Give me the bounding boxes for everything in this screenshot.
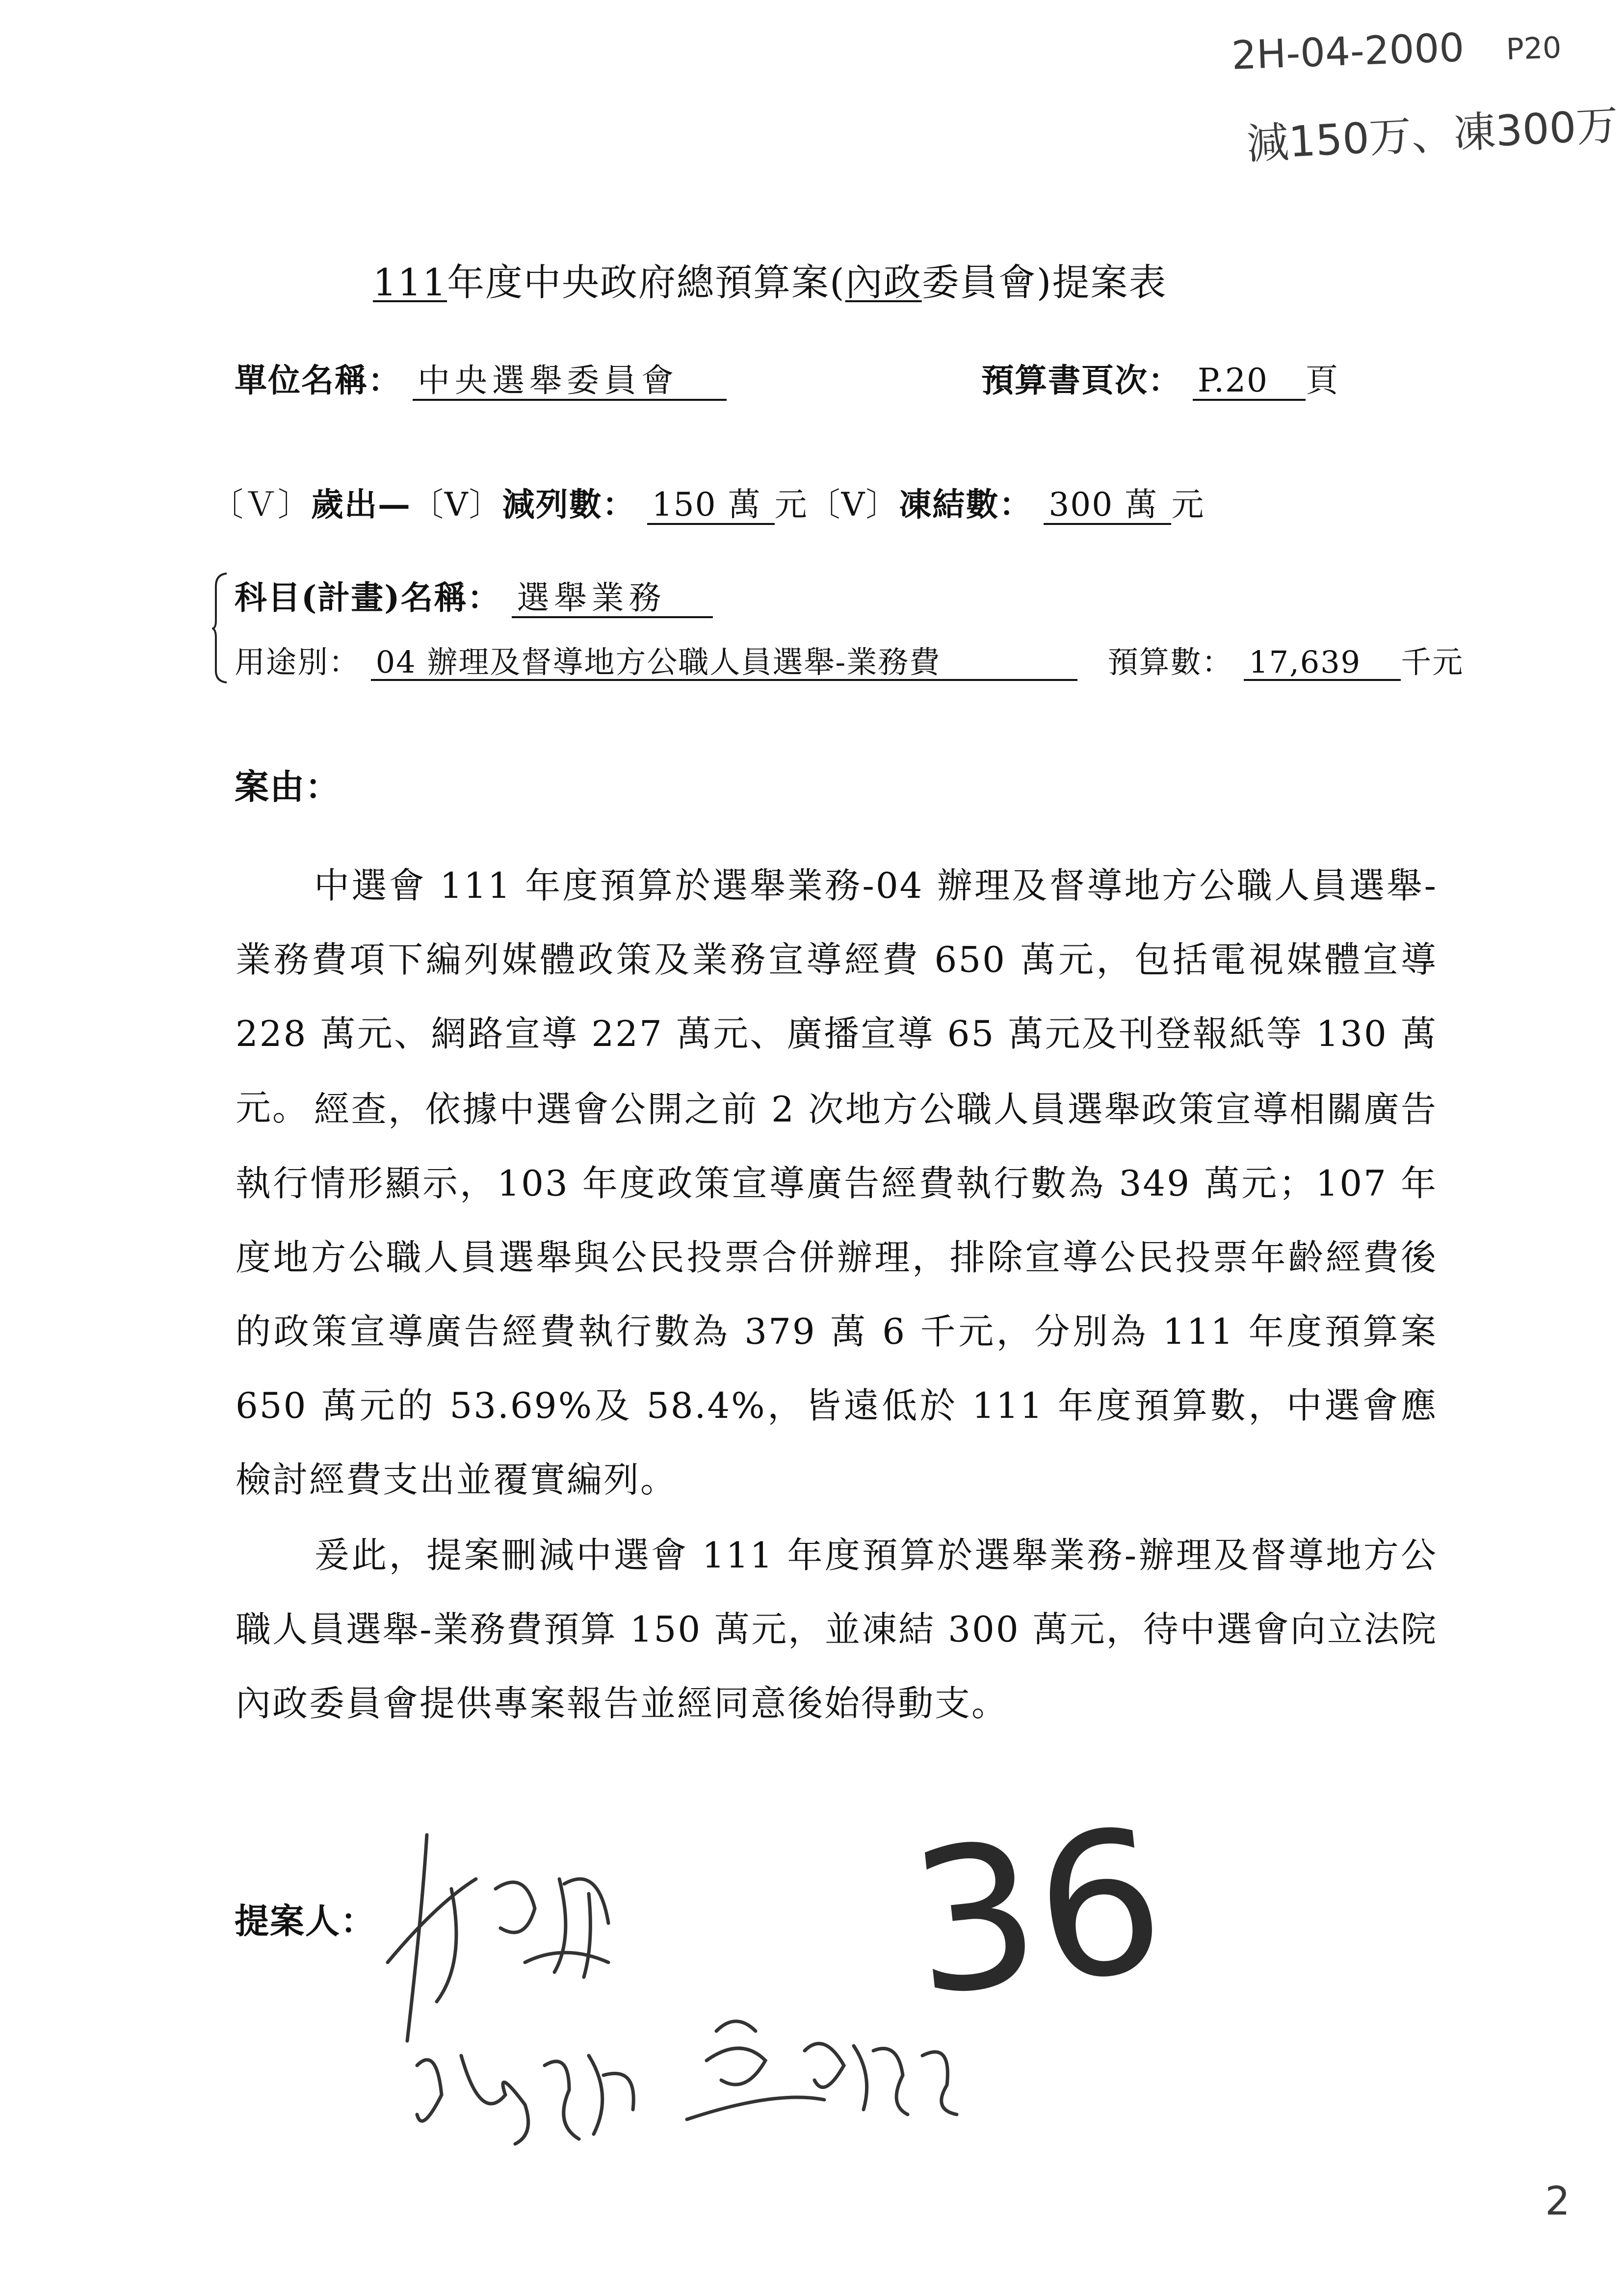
freeze-unit: 元 [1171,486,1205,523]
expenditure-label: 歲出— [311,485,411,523]
proposer-label: 提案人： [235,1901,376,1941]
page-number: 2 [1545,2178,1570,2224]
signature-2 [407,2036,662,2164]
title-committee: 內政 [845,261,922,304]
freeze-value: 300 萬 [1044,487,1171,525]
budget-page-row [981,354,1339,401]
handwritten-date: 2H-04-2000 [1231,25,1465,78]
handwritten-date-note [1231,21,1562,78]
reduce-value: 150 萬 [647,487,775,525]
freeze-label: 凍結數： [899,485,1033,523]
expenditure-check: 〔Ｖ〕 [211,486,311,523]
unit-label: 單位名稱： [235,361,401,399]
subject-value: 選舉業務 [512,580,713,618]
budget-page-value: P.20 [1193,363,1306,401]
budget-amount-label: 預算數： [1107,644,1233,680]
title-year: 111 [373,261,447,304]
unit-row [235,354,727,401]
title-part2: 委員會)提案表 [921,261,1167,304]
handwritten-proposal-number: 36 [901,1786,1174,2040]
freeze-check: 〔V〕 [808,486,899,523]
title-part1: 年度中央政府總預算案( [447,261,845,304]
handwritten-brace [212,572,229,684]
reduce-unit: 元 [774,486,808,523]
subject-label: 科目(計畫)名稱： [235,578,501,617]
budget-amount-value: 17,639 [1244,646,1401,681]
handwritten-page-ref: P20 [1505,30,1562,67]
budget-page-label: 預算書頁次： [981,361,1181,399]
usage-value: 04 辦理及督導地方公職人員選舉-業務費 [371,646,1077,681]
budget-amount-unit: 千元 [1401,644,1464,680]
usage-row [235,638,1464,681]
expenditure-row [211,478,1205,525]
subject-row [235,572,713,618]
budget-page-suffix: 頁 [1305,362,1339,399]
unit-value: 中央選舉委員會 [413,363,727,401]
reason-heading: 案由： [235,766,341,807]
handwritten-amount-note: 減150万、凍300万 [1245,101,1620,169]
page-title [373,253,1167,306]
reason-paragraph-3: 爰此，提案刪減中選會 111 年度預算於選舉業務-辦理及督導地方公職人員選舉-業務費預算 150 萬元，並凍結 300 萬元，待中選會向立法院內政委員會提供專案報告並經同意後始得動支。 [236,1535,1438,1724]
reduce-label: 減列數： [502,485,636,523]
reason-paragraph-1: 中選會 111 年度預算於選舉業務-04 辦理及督導地方公職人員選舉-業務費項下編列媒體政策及業務宣導經費 650 萬元，包括電視媒體宣導 228 萬元、網路宣導 227 萬元、廣播宣導 65 萬元及刊登報紙等 130 萬元。 [236,865,1438,1128]
usage-label: 用途別： [235,644,361,680]
reduce-check: 〔V〕 [411,486,502,523]
signature-1 [378,1815,721,2070]
reason-paragraph-2: 經查，依據中選會公開之前 2 次地方公職人員選舉政策宣導相關廣告執行情形顯示，103 年度政策宣導廣告經費執行數為 349 萬元；107 年度地方公職人員選舉與公民投票合併辦理，排除宣導公民投票年齡經費後的政策宣導廣告經費執行數為 379 萬 6 千元，分別為 111 年度預算案 650 萬元的 53.69%及 58.4%，皆遠低於 111 年度預算數，中選會應檢討經費支出並覆實編列。 [236,1089,1438,1500]
